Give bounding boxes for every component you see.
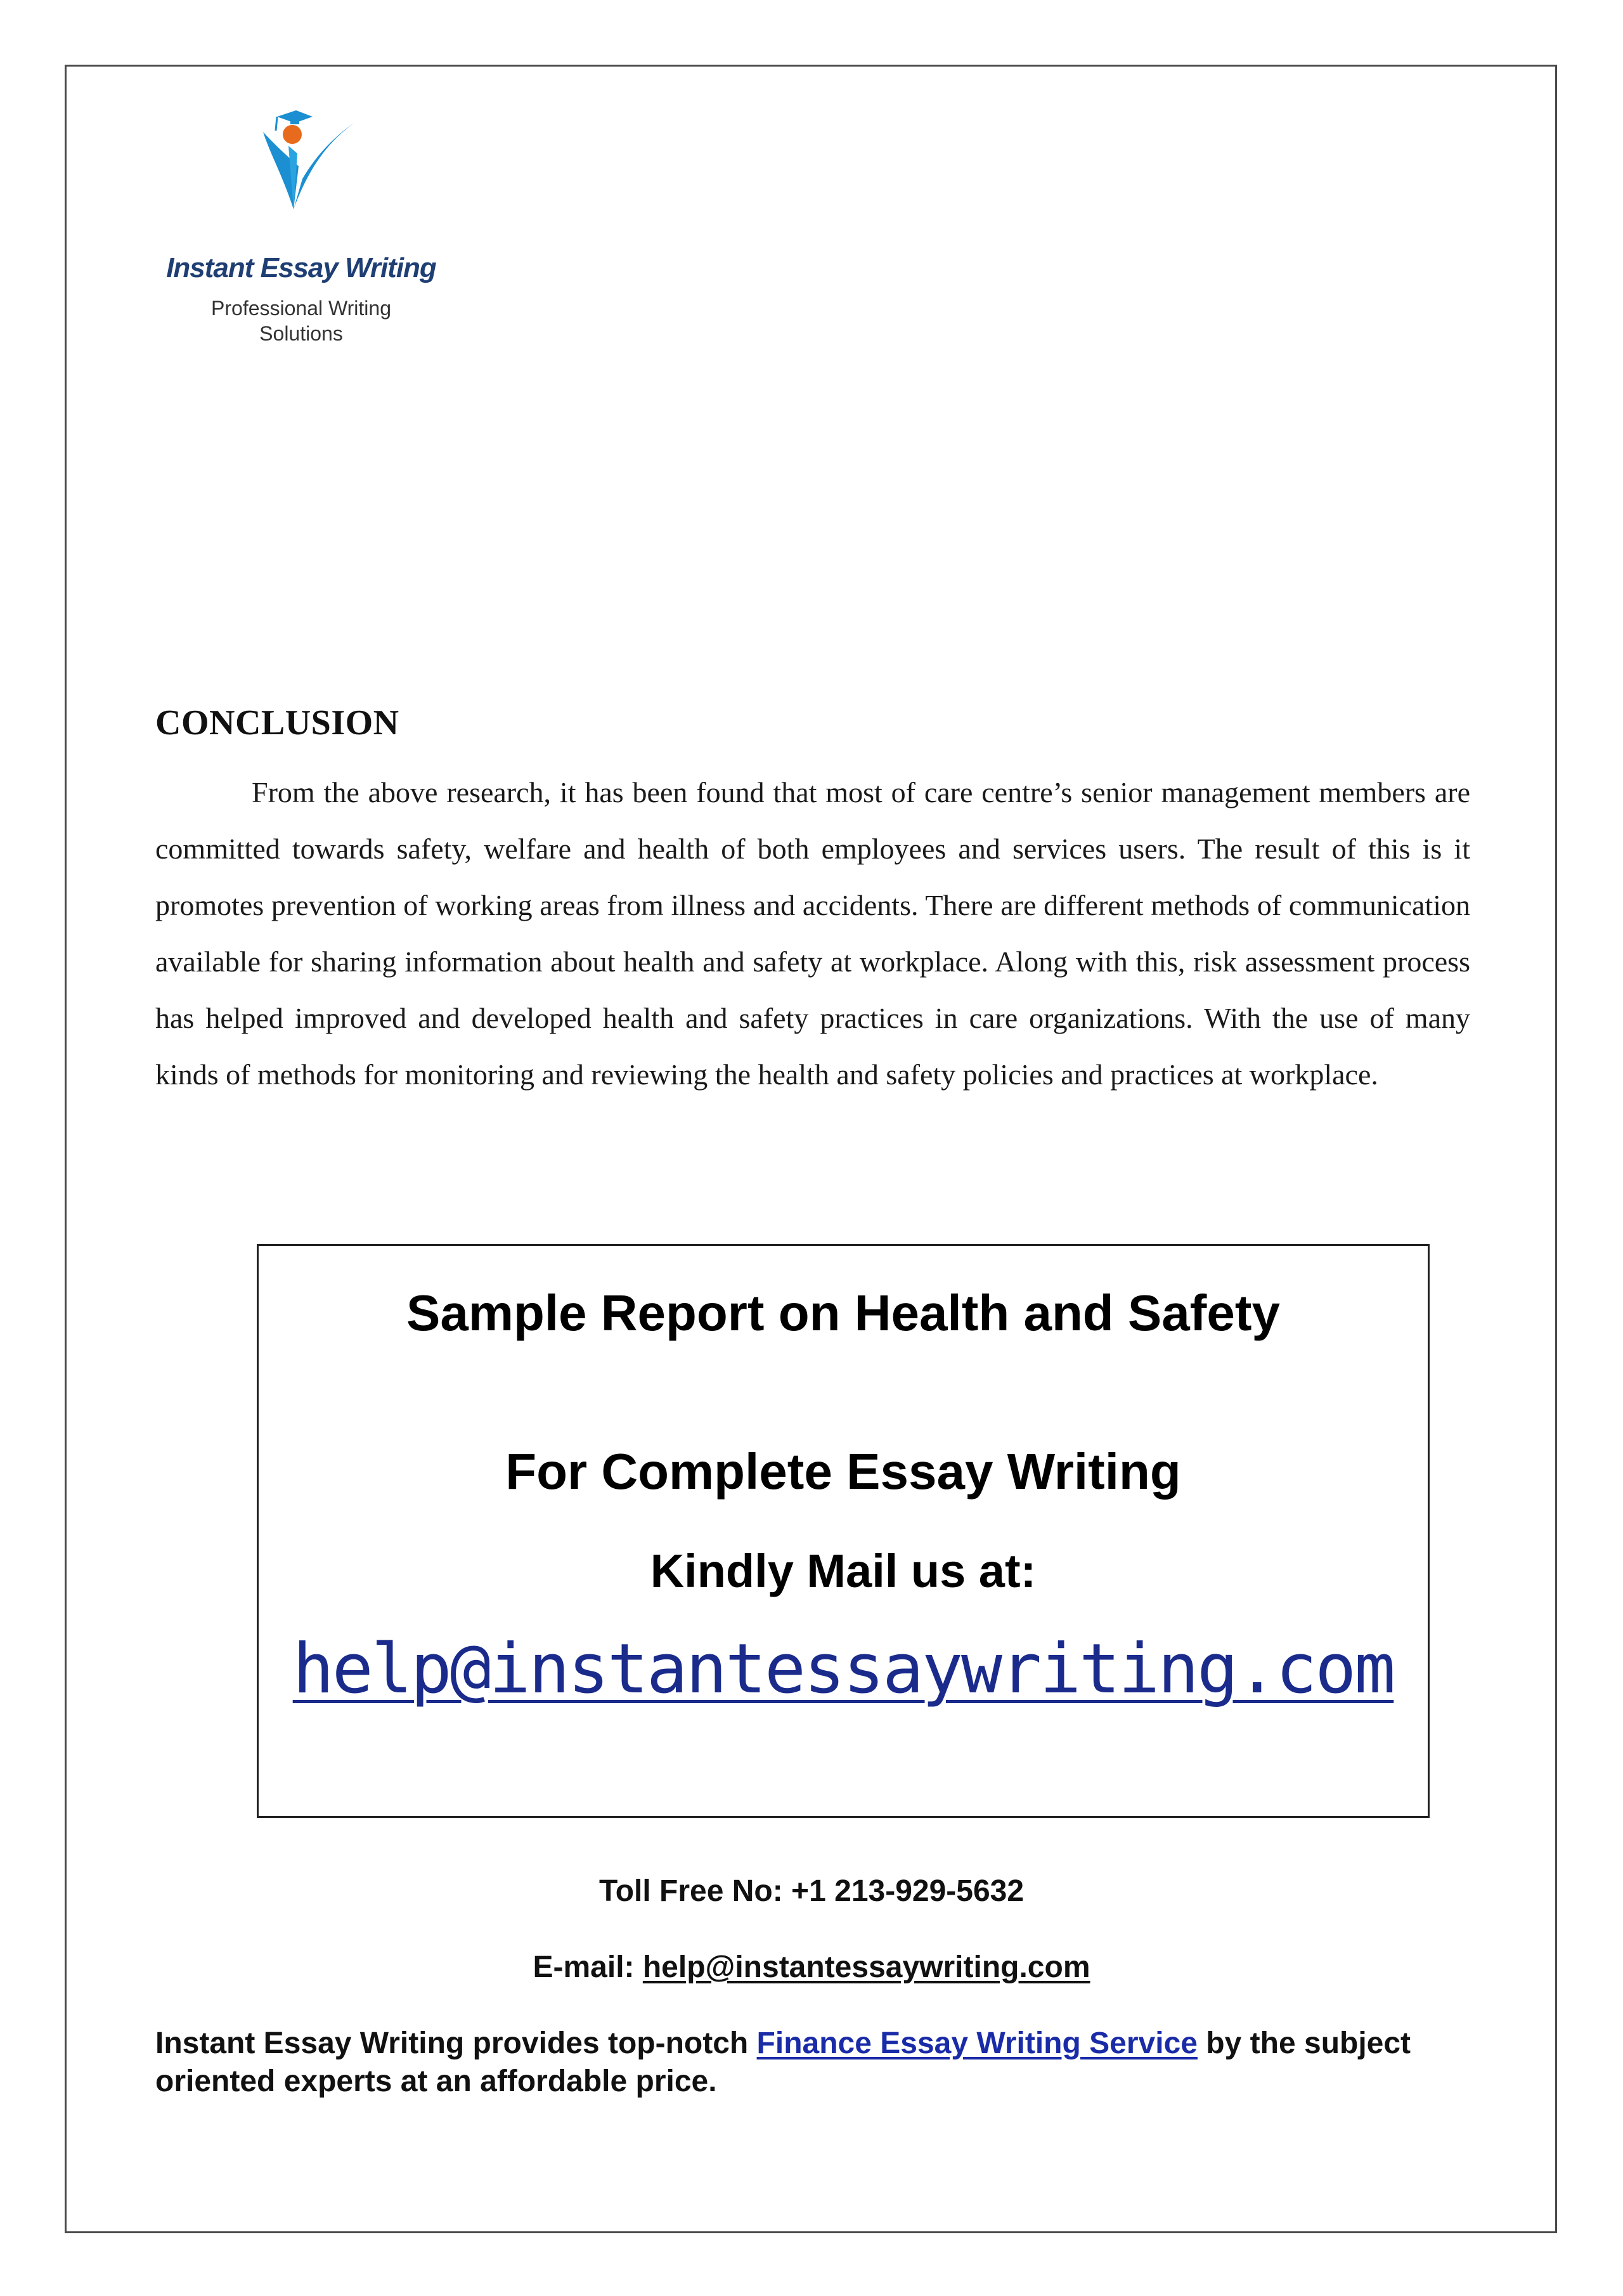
cta-email-link[interactable]: help@instantessaywriting.com (292, 1630, 1394, 1709)
conclusion-paragraph: From the above research, it has been found that most of care centre’s senior management members are committed towards safety, welfare and health of both employees and services users. The result of this is it promotes prevention of working areas from illness and accidents. There are different methods of communication available for sharing information about health and safety at workplace. Along with this, risk assessment process has helped improved and developed health and safety practices in care organizations. With the use of many kinds of methods for monitoring and reviewing the health and safety policies and practices at workplace. (155, 776, 1470, 1091)
cta-box (257, 1244, 1430, 1818)
promo-text (155, 2025, 1487, 2101)
footer-email-link[interactable]: help@instantessaywriting.com (642, 1950, 1090, 1984)
logo-name: Instant Essay Writing (166, 252, 436, 283)
finance-essay-service-link[interactable]: Finance Essay Writing Service (756, 2027, 1198, 2060)
promo-suffix: by the subject oriented experts at an affordable price. (155, 2027, 1411, 2098)
logo-graduate-icon (250, 108, 365, 254)
footer-email-label: E-mail: (533, 1950, 643, 1984)
cta-subtitle: For Complete Essay Writing (505, 1443, 1181, 1500)
footer-email-line (0, 1950, 1623, 1985)
logo-tagline-line1: Professional Writing (211, 297, 391, 320)
cta-mail-label: Kindly Mail us at: (650, 1545, 1037, 1597)
cta-title: Sample Report on Health and Safety (406, 1285, 1281, 1341)
toll-free-number: Toll Free No: +1 213-929-5632 (598, 1874, 1025, 1908)
section-heading: CONCLUSION (155, 703, 399, 743)
company-logo (162, 108, 441, 355)
promo-prefix: Instant Essay Writing provides top-notch (155, 2027, 757, 2060)
logo-tagline-line2: Solutions (259, 322, 343, 345)
